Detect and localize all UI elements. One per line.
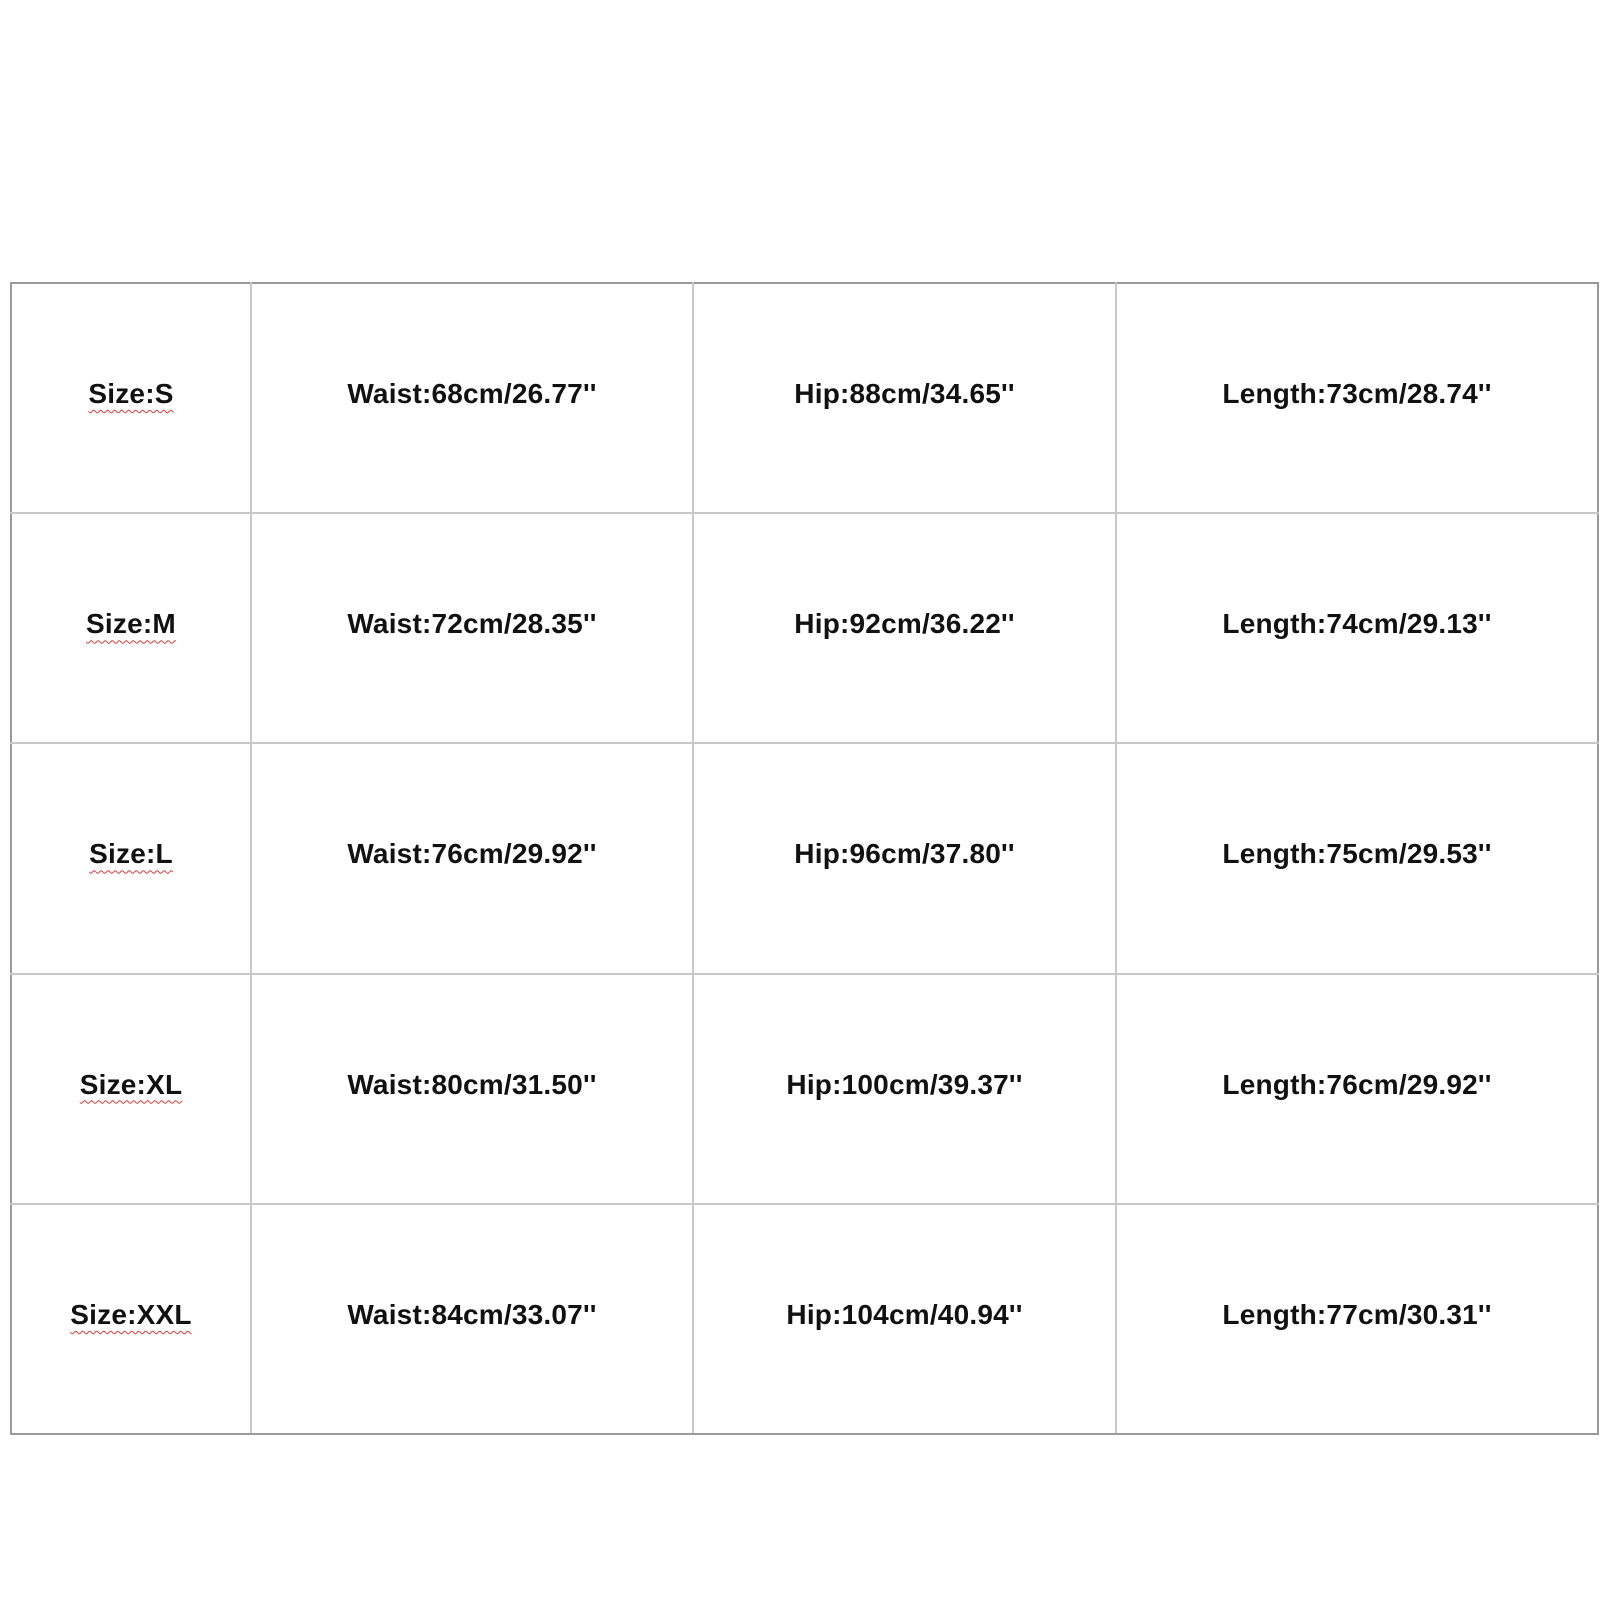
waist-cell xyxy=(251,283,693,513)
table-row xyxy=(11,974,1598,1204)
waist-cell xyxy=(251,743,693,973)
table-row xyxy=(11,743,1598,973)
hip-cell xyxy=(693,743,1116,973)
waist-value: Waist:72cm/28.35'' xyxy=(347,608,597,640)
hip-value: Hip:88cm/34.65'' xyxy=(794,378,1015,410)
size-label: Size:L xyxy=(89,838,173,870)
hip-cell xyxy=(693,1204,1116,1434)
waist-cell xyxy=(251,513,693,743)
hip-cell xyxy=(693,974,1116,1204)
size-cell xyxy=(11,974,251,1204)
length-value: Length:73cm/28.74'' xyxy=(1222,378,1492,410)
length-cell xyxy=(1116,743,1598,973)
hip-cell xyxy=(693,283,1116,513)
table-row xyxy=(11,283,1598,513)
size-cell xyxy=(11,743,251,973)
length-value: Length:77cm/30.31'' xyxy=(1222,1298,1492,1330)
size-label: Size:XXL xyxy=(70,1298,192,1330)
waist-cell xyxy=(251,974,693,1204)
length-value: Length:74cm/29.13'' xyxy=(1222,608,1492,640)
hip-value: Hip:92cm/36.22'' xyxy=(794,608,1015,640)
size-chart-table xyxy=(10,282,1599,1435)
size-label: Size:M xyxy=(86,608,176,640)
table-row xyxy=(11,513,1598,743)
length-cell xyxy=(1116,1204,1598,1434)
size-cell xyxy=(11,513,251,743)
length-cell xyxy=(1116,974,1598,1204)
waist-value: Waist:76cm/29.92'' xyxy=(347,838,597,870)
hip-value: Hip:96cm/37.80'' xyxy=(794,838,1015,870)
length-value: Length:76cm/29.92'' xyxy=(1222,1068,1492,1100)
size-label: Size:S xyxy=(88,378,174,410)
waist-value: Waist:80cm/31.50'' xyxy=(347,1068,597,1100)
size-cell xyxy=(11,283,251,513)
hip-cell xyxy=(693,513,1116,743)
size-label: Size:XL xyxy=(79,1068,183,1100)
waist-cell xyxy=(251,1204,693,1434)
hip-value: Hip:100cm/39.37'' xyxy=(786,1068,1023,1100)
hip-value: Hip:104cm/40.94'' xyxy=(786,1298,1023,1330)
waist-value: Waist:84cm/33.07'' xyxy=(347,1298,597,1330)
length-value: Length:75cm/29.53'' xyxy=(1222,838,1492,870)
length-cell xyxy=(1116,513,1598,743)
length-cell xyxy=(1116,283,1598,513)
waist-value: Waist:68cm/26.77'' xyxy=(347,378,597,410)
size-cell xyxy=(11,1204,251,1434)
table-row xyxy=(11,1204,1598,1434)
